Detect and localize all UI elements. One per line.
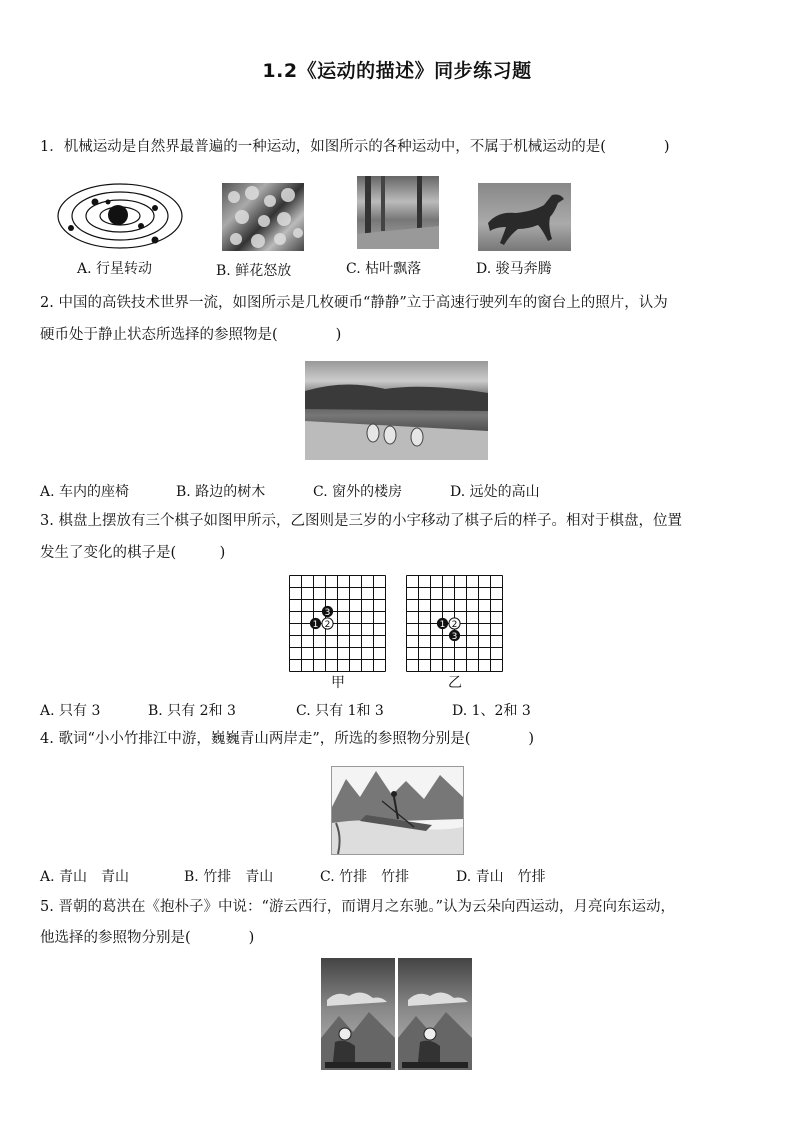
q3-option-c: C. 只有 1和 3 — [296, 703, 384, 719]
question-2-stem-line1: 2. 中国的高铁技术世界一流，如图所示是几枚硬币“静静”立于高速行驶列车的窗台上的照片，认为 — [40, 295, 668, 311]
chessboard-yi — [406, 575, 503, 672]
q1-caption-c: C. 枯叶飘落 — [346, 261, 422, 277]
q4-option-d: D. 青山 竹排 — [456, 869, 546, 885]
question-2-stem-line2: 硬币处于静止状态所选择的参照物是( ) — [40, 327, 342, 343]
q1-caption-a: A. 行星转动 — [77, 261, 153, 277]
board-label-yi: 乙 — [448, 675, 462, 691]
svg-text:1: 1 — [439, 620, 446, 630]
moon-cloud-figure-right — [398, 958, 472, 1070]
q2-option-a: A. 车内的座椅 — [40, 484, 130, 500]
question-5-stem-line2: 他选择的参照物分别是( ) — [40, 930, 255, 946]
planet-orbit-figure — [55, 180, 185, 252]
piece-3 — [449, 630, 460, 642]
q3-option-a: A. 只有 3 — [40, 703, 101, 719]
piece-2 — [449, 618, 460, 630]
question-3-stem-line2: 发生了变化的棋子是( ) — [40, 545, 226, 561]
flower-photo — [222, 183, 304, 251]
svg-text:2: 2 — [324, 620, 331, 630]
moon-cloud-figure-left — [321, 958, 395, 1070]
q2-option-b: B. 路边的树木 — [176, 484, 266, 500]
piece-1 — [310, 618, 321, 630]
q4-option-c: C. 竹排 竹排 — [320, 869, 410, 885]
question-5-stem-line1: 5. 晋朝的葛洪在《抱朴子》中说：“游云西行，而谓月之东驰。”认为云朵向西运动，月亮向东运动， — [40, 899, 676, 915]
q4-option-a: A. 青山 青山 — [40, 869, 130, 885]
svg-text:3: 3 — [451, 632, 458, 642]
horse-photo — [478, 183, 571, 251]
board-label-jia: 甲 — [331, 675, 345, 691]
question-1-stem: 1．机械运动是自然界最普遍的一种运动，如图所示的各种运动中，不属于机械运动的是( ) — [40, 139, 670, 155]
question-3-stem-line1: 3. 棋盘上摆放有三个棋子如图甲所示，乙图则是三岁的小宇移动了棋子后的样子。相对于棋盘，位置 — [40, 513, 682, 529]
q3-option-b: B. 只有 2和 3 — [148, 703, 236, 719]
piece-3 — [322, 606, 333, 618]
q4-option-b: B. 竹排 青山 — [184, 869, 274, 885]
q1-caption-d: D. 骏马奔腾 — [476, 261, 552, 277]
q3-option-d: D. 1、2和 3 — [452, 703, 531, 719]
q2-option-c: C. 窗外的楼房 — [313, 484, 403, 500]
svg-text:2: 2 — [451, 620, 458, 630]
piece-1 — [437, 618, 448, 630]
bamboo-raft-figure — [331, 766, 464, 855]
chessboard-jia — [289, 575, 386, 672]
svg-text:3: 3 — [324, 608, 331, 618]
q1-caption-b: B. 鲜花怒放 — [216, 263, 292, 279]
piece-2 — [322, 618, 333, 630]
falling-leaves-photo — [357, 176, 439, 249]
question-4-stem: 4. 歌词“小小竹排江中游，巍巍青山两岸走”，所选的参照物分别是( ) — [40, 731, 535, 747]
q2-option-d: D. 远处的高山 — [450, 484, 540, 500]
train-window-coins-photo — [305, 361, 488, 460]
page-title: 1.2《运动的描述》同步练习题 — [262, 60, 532, 82]
svg-text:1: 1 — [312, 620, 319, 630]
